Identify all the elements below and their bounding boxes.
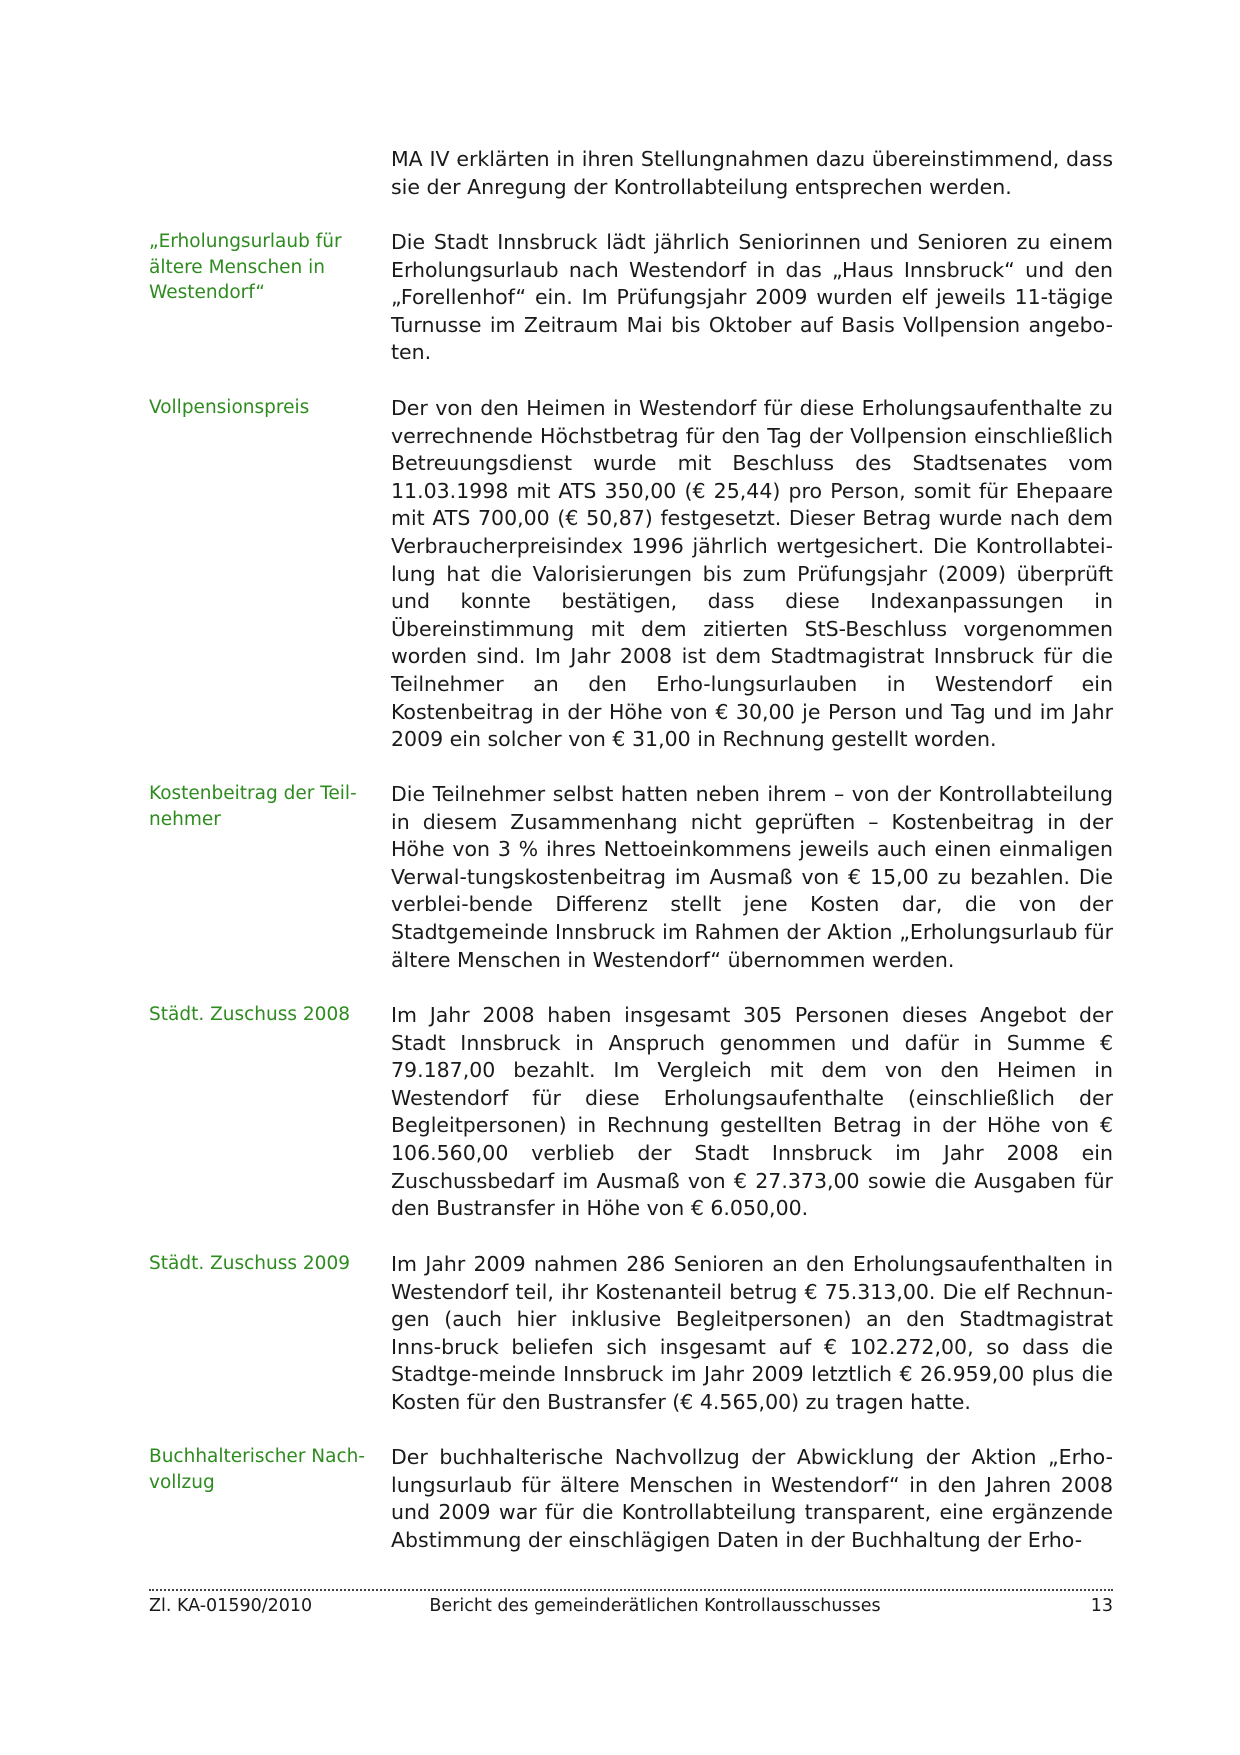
margin-label-zuschuss-2009: Städt. Zuschuss 2009 [149, 1253, 350, 1274]
paragraph-erholungsurlaub: Die Stadt Innsbruck lädt jährlich Seniorinnen und Senioren zu einem Erholungsurlaub nach Westendorf in das „Haus Innsbruck“ und den „Forellenhof“ ein. Im Prüfungsjahr 2009 wurden elf jeweils 11-tägige Turnusse im Zeitraum Mai bis Oktober auf Basis Vollpension angebo-ten. [391, 230, 1113, 365]
footer-divider [149, 1589, 1113, 1591]
margin-label-zuschuss-2008: Städt. Zuschuss 2008 [149, 1004, 350, 1025]
margin-label-kostenbeitrag: Kostenbeitrag der Teil-nehmer [149, 783, 357, 830]
paragraph-vollpensionspreis: Der von den Heimen in Westendorf für diese Erholungsaufenthalte zu verrechnende Höchstbetrag für den Tag der Vollpension einschließlich Betreuungsdienst wurde mit Beschluss des Stadtsenates vom 11.03.1998 mit ATS 350,00 (€ 25,44) pro Person, somit für Ehepaare mit ATS 700,00 (€ 50,87) festgesetzt. Dieser Betrag wurde nach dem Verbraucherpreisindex 1996 jährlich wertgesichert. Die Kontrollabtei-lung hat die Valorisierungen bis zum Prüfungsjahr (2009) überprüft und konnte bestätigen, dass diese Indexanpassungen in Übereinstimmung mit dem zitierten StS-Beschluss vorgenommen worden sind. Im Jahr 2008 ist dem Stadtmagistrat Innsbruck für die Teilnehmer an den Erho-lungsurlauben in Westendorf ein Kostenbeitrag in der Höhe von € 30,00 je Person und Tag und im Jahr 2009 ein solcher von € 31,00 in Rechnung gestellt worden. [391, 396, 1113, 752]
margin-label-vollpensionspreis: Vollpensionspreis [149, 397, 310, 418]
margin-label-erholungsurlaub: „Erholungsurlaub für ältere Menschen in Westendorf“ [149, 231, 342, 303]
paragraph-zuschuss-2009: Im Jahr 2009 nahmen 286 Senioren an den Erholungsaufenthalten in Westendorf teil, ihr Kostenanteil betrug € 75.313,00. Die elf Rechnun-gen (auch hier inklusive Begleitpersonen) an den Stadtmagistrat Inns-bruck beliefen sich insgesamt auf € 102.272,00, so dass die Stadtge-meinde Innsbruck im Jahr 2009 letztlich € 26.959,00 plus die Kosten für den Bustransfer (€ 4.565,00) zu tragen hatte. [391, 1252, 1113, 1414]
paragraph-intro: MA IV erklärten in ihren Stellungnahmen dazu übereinstimmend, dass sie der Anregung der Kontrollabteilung entsprechen werden. [391, 147, 1113, 199]
footer-reference: Zl. KA-01590/2010 [149, 1596, 313, 1616]
paragraph-nachvollzug: Der buchhalterische Nachvollzug der Abwicklung der Aktion „Erho-lungsurlaub für ältere Menschen in Westendorf“ in den Jahren 2008 und 2009 war für die Kontrollabteilung transparent, eine ergänzende Abstimmung der einschlägigen Daten in der Buchhaltung der Erho- [391, 1445, 1113, 1552]
footer-page-number: 13 [1090, 1596, 1113, 1616]
paragraph-kostenbeitrag: Die Teilnehmer selbst hatten neben ihrem – von der Kontrollabteilung in diesem Zusammenhang nicht geprüften – Kostenbeitrag in der Höhe von 3 % ihres Nettoeinkommens jeweils auch einen einmaligen Verwal-tungskostenbeitrag im Ausmaß von € 15,00 zu bezahlen. Die verblei-bende Differenz stellt jene Kosten dar, die von der Stadtgemeinde Innsbruck im Rahmen der Aktion „Erholungsurlaub für ältere Menschen in Westendorf“ übernommen werden. [391, 782, 1113, 972]
paragraph-zuschuss-2008: Im Jahr 2008 haben insgesamt 305 Personen dieses Angebot der Stadt Innsbruck in Anspruch genommen und dafür in Summe € 79.187,00 bezahlt. Im Vergleich mit dem von den Heimen in Westendorf für diese Erholungsaufenthalte (einschließlich der Begleitpersonen) in Rechnung gestellten Betrag in der Höhe von € 106.560,00 verblieb der Stadt Innsbruck im Jahr 2008 ein Zuschussbedarf im Ausmaß von € 27.373,00 sowie die Ausgaben für den Bustransfer in Höhe von € 6.050,00. [391, 1003, 1113, 1221]
margin-label-nachvollzug: Buchhalterischer Nach-vollzug [149, 1446, 366, 1493]
footer-title: Bericht des gemeinderätlichen Kontrollausschusses [429, 1596, 881, 1616]
